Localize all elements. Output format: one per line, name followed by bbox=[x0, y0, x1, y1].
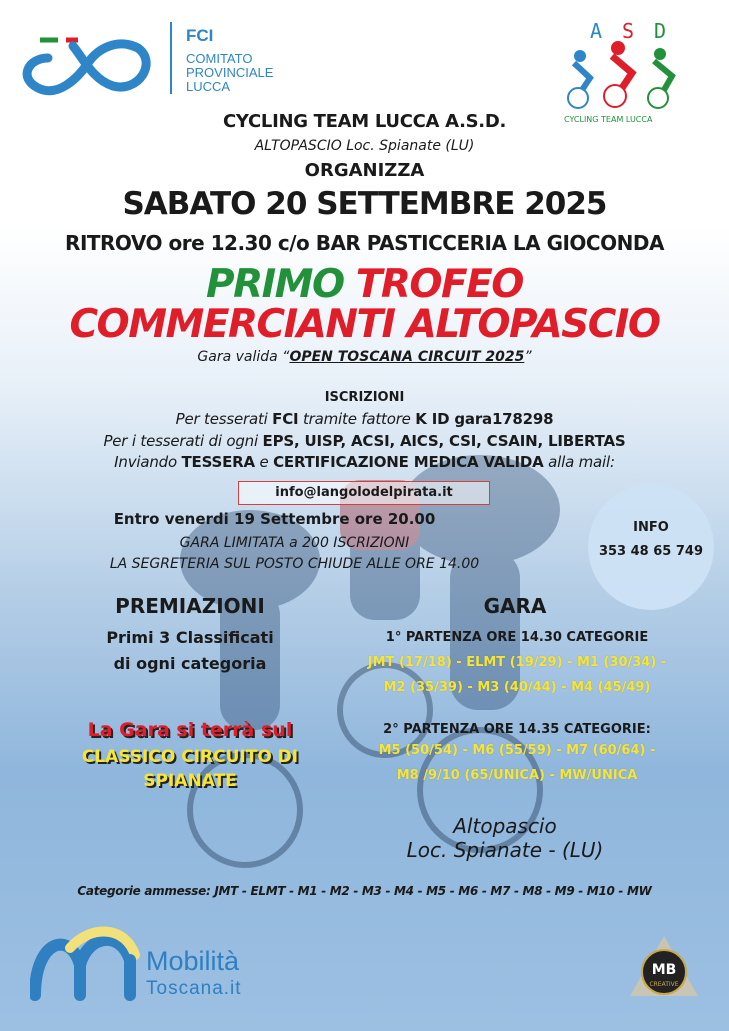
circuit-line: CLASSICO CIRCUITO DI bbox=[81, 747, 299, 767]
validity-suffix: ” bbox=[524, 349, 532, 365]
fci-sub-line: COMITATO bbox=[186, 51, 253, 66]
admitted-categories: Categorie ammesse: JMT - ELMT - M1 - M2 - M3 - M4 - M5 - M6 - M7 - M8 - M9 - M10 - MW bbox=[77, 884, 652, 898]
text: Per i tesserati di ogni bbox=[103, 432, 263, 450]
text: tramite fattore bbox=[298, 410, 416, 428]
validity-circuit: OPEN TOSCANA CIRCUIT 2025 bbox=[289, 349, 525, 365]
race-validity bbox=[0, 349, 729, 365]
organizer-place: ALTOPASCIO Loc. Spianate (LU) bbox=[254, 138, 475, 154]
mobilita-logo-icon bbox=[30, 920, 140, 1005]
iscrizioni-documents bbox=[0, 453, 729, 471]
text-bold: TESSERA bbox=[181, 453, 255, 471]
mb-sub: CREATIVE bbox=[649, 981, 679, 988]
text: Per tesserati bbox=[175, 410, 273, 428]
fci-committee bbox=[186, 52, 306, 94]
first-start-categories: JMT (17/18) - ELMT (19/29) - M1 (30/34) - bbox=[367, 655, 667, 670]
asd-letter-s: S bbox=[622, 19, 635, 43]
location-town: Altopascio bbox=[453, 814, 557, 838]
text-bold: CERTIFICAZIONE MEDICA VALIDA bbox=[273, 453, 544, 471]
validity-prefix: Gara valida “ bbox=[197, 349, 290, 365]
asd-letter-d: D bbox=[654, 19, 667, 43]
secretariat-closing: LA SEGRETERIA SUL POSTO CHIUDE ALLE ORE 14.00 bbox=[109, 556, 480, 572]
premiazioni-line: di ogni categoria bbox=[113, 654, 267, 673]
premiazioni-line: Primi 3 Classificati bbox=[106, 628, 274, 647]
event-title-line1 bbox=[0, 262, 729, 307]
sponsor-site[interactable]: Toscana.it bbox=[146, 978, 242, 999]
first-start-categories: M2 (35/39) - M3 (40/44) - M4 (45/49) bbox=[383, 680, 651, 695]
title-word-trofeo: TROFEO bbox=[355, 262, 523, 307]
registration-email[interactable]: info@langolodelpirata.it bbox=[238, 481, 490, 505]
iscrizioni-fci bbox=[0, 410, 729, 428]
organizer-team: CYCLING TEAM LUCCA A.S.D. bbox=[222, 111, 506, 132]
asd-caption: CYCLING TEAM LUCCA bbox=[564, 115, 653, 124]
iscrizioni-heading: ISCRIZIONI bbox=[324, 390, 405, 405]
premiazioni-heading: PREMIAZIONI bbox=[115, 594, 265, 618]
meeting-point: RITROVO ore 12.30 c/o BAR PASTICCERIA LA GIOCONDA bbox=[65, 231, 664, 255]
mb-text: MB bbox=[651, 962, 677, 978]
text: alla mail: bbox=[543, 453, 615, 471]
iscrizioni-eps bbox=[0, 432, 729, 450]
text: Inviando bbox=[114, 453, 182, 471]
info-phone[interactable]: 353 48 65 749 bbox=[598, 544, 704, 559]
second-start-categories: M8 /9/10 (65/UNICA) - MW/UNICA bbox=[396, 768, 638, 783]
organizza-label: ORGANIZZA bbox=[304, 160, 425, 181]
second-start-heading: 2° PARTENZA ORE 14.35 CATEGORIE: bbox=[383, 722, 651, 737]
circuit-line: La Gara si terrà sul bbox=[87, 719, 293, 741]
event-title-line2: COMMERCIANTI ALTOPASCIO bbox=[69, 302, 660, 347]
text-bold: K ID gara178298 bbox=[415, 410, 554, 428]
first-start-heading: 1° PARTENZA ORE 14.30 CATEGORIE bbox=[385, 630, 649, 645]
info-circle bbox=[588, 484, 714, 610]
location-locality: Loc. Spianate - (LU) bbox=[406, 838, 604, 862]
fci-logo-icon bbox=[18, 18, 158, 98]
fci-divider bbox=[170, 22, 172, 94]
race-limit: GARA LIMITATA a 200 ISCRIZIONI bbox=[179, 535, 410, 551]
info-label: INFO bbox=[633, 520, 669, 535]
asd-letter-a: A bbox=[590, 19, 603, 43]
mb-creative-logo-icon bbox=[628, 934, 700, 1000]
fci-sub-line: LUCCA bbox=[186, 79, 231, 94]
text-bold: EPS, UISP, ACSI, AICS, CSI, CSAIN, LIBERTAS bbox=[262, 432, 626, 450]
title-word-primo: PRIMO bbox=[206, 262, 344, 307]
text: e bbox=[254, 453, 274, 471]
text-bold: FCI bbox=[272, 410, 299, 428]
fci-sub-line: PROVINCIALE bbox=[186, 65, 274, 80]
sponsor-name: Mobilità bbox=[146, 946, 240, 976]
gara-heading: GARA bbox=[483, 594, 547, 618]
registration-deadline: Entro venerdi 19 Settembre ore 20.00 bbox=[113, 510, 436, 528]
event-date: SABATO 20 SETTEMBRE 2025 bbox=[122, 186, 607, 222]
second-start-categories: M5 (50/54) - M6 (55/59) - M7 (60/64) - bbox=[378, 743, 656, 758]
fci-label: FCI bbox=[186, 26, 214, 45]
circuit-line: SPIANATE bbox=[143, 771, 237, 791]
